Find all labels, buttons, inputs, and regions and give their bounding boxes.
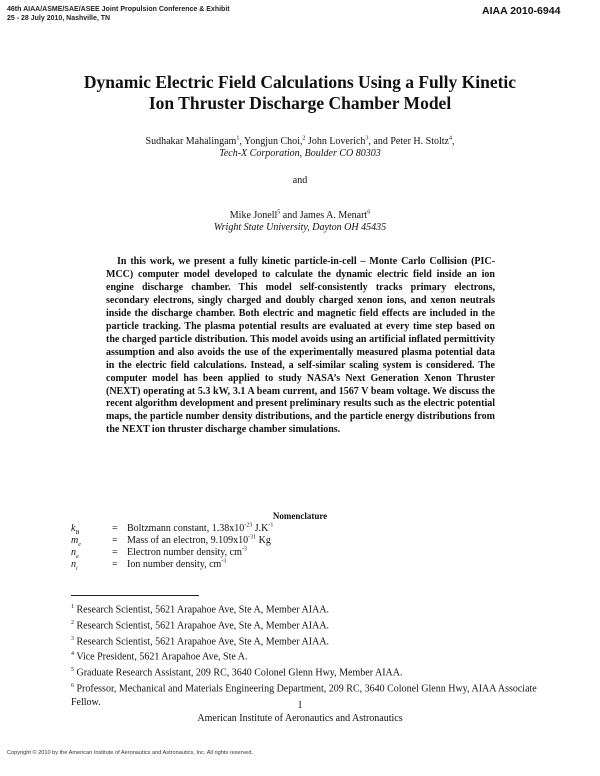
copyright-notice: Copyright © 2010 by the American Institute of Aeronautics and Astronautics, Inc. All rights reserved. <box>7 750 254 756</box>
footnote-mark: 5 <box>71 667 74 674</box>
nomenclature-symbol: $n_e$ <box>71 547 79 560</box>
author-name: Mike Jonell <box>229 210 278 221</box>
author-footnote-mark: 5 <box>277 209 281 216</box>
paper-title <box>0 72 600 114</box>
equals-sign: = <box>112 559 118 570</box>
author-footnote-mark: 3 <box>365 135 369 142</box>
nomenclature-definition: Mass of an electron, 9.109x10 <box>127 535 249 546</box>
equals-sign: = <box>112 535 118 546</box>
footnote-mark: 4 <box>71 651 74 658</box>
conference-header <box>7 5 230 23</box>
footnotes <box>71 601 541 709</box>
nomenclature-unit: Kg <box>256 535 271 546</box>
title-line-1: Dynamic Electric Field Calculations Using a Fully Kinetic <box>83 72 517 92</box>
unit-exponent: -1 <box>268 522 274 529</box>
footnote-text: Vice President, 5621 Arapahoe Ave, Ste A. <box>76 651 248 663</box>
footnote-mark: 3 <box>71 635 74 642</box>
nomenclature-definition: Boltzmann constant, 1.38x10 <box>127 523 245 534</box>
footnote-text: Research Scientist, 5621 Arapahoe Ave, Ste A, Member AIAA. <box>76 604 330 616</box>
exponent: -23 <box>244 522 253 529</box>
author-footnote-mark: 6 <box>367 209 371 216</box>
equals-sign: = <box>112 547 118 558</box>
exponent: -3 <box>241 546 247 553</box>
equals-sign: = <box>112 523 118 534</box>
author-name: Yongjun Choi, <box>243 136 303 147</box>
footnote-mark: 2 <box>71 619 74 626</box>
nomenclature-definition: Electron number density, cm <box>127 547 242 558</box>
nomenclature-unit: J.K <box>252 523 269 534</box>
conference-line-2: 25 - 28 July 2010, Nashville, TN <box>7 15 111 22</box>
footnote-text: Graduate Research Assistant, 209 RC, 3640 Colonel Glenn Hwy, Member AIAA. <box>76 667 403 679</box>
nomenclature-row <box>71 559 226 575</box>
footnote-text: Research Scientist, 5621 Arapahoe Ave, Ste A, Member AIAA. <box>76 620 330 632</box>
exponent: -31 <box>248 534 257 541</box>
author-footnote-mark: 4 <box>448 135 452 142</box>
footnote-text: Research Scientist, 5621 Arapahoe Ave, Ste A, Member AIAA. <box>76 635 330 647</box>
affiliation-wright-state: Wright State University, Dayton OH 45435 <box>213 222 387 233</box>
author-name: and Peter H. Stoltz <box>373 136 449 147</box>
author-footnote-mark: 1 <box>236 135 240 142</box>
nomenclature-definition: Ion number density, cm <box>127 559 222 570</box>
footnote-item <box>71 633 541 649</box>
affiliation-techx: Tech-X Corporation, Boulder CO 80303 <box>219 148 381 159</box>
exponent: -3 <box>221 558 227 565</box>
footnote-mark: 1 <box>71 604 74 610</box>
and-separator: and <box>292 175 308 186</box>
nomenclature-heading: Nomenclature <box>272 511 328 521</box>
author-footnote-mark: 2 <box>302 135 306 142</box>
footnote-item <box>71 648 541 664</box>
title-line-2: Ion Thruster Discharge Chamber Model <box>148 93 452 113</box>
conference-line-1: 46th AIAA/ASME/SAE/ASEE Joint Propulsion Conference & Exhibit <box>7 6 230 13</box>
footnote-divider <box>71 595 199 596</box>
author-name: and James A. Menart <box>282 210 368 221</box>
footnote-mark: 6 <box>71 683 74 690</box>
nomenclature-symbol: $m_e$ <box>71 535 81 548</box>
publisher-line: American Institute of Aeronautics and Astronautics <box>197 713 403 724</box>
page-number: 1 <box>297 700 303 711</box>
footnote-text: Professor, Mechanical and Materials Engineering Department, 209 RC, 3640 Colonel Glenn Hwy, AIAA Associate Fellow. <box>71 683 537 708</box>
footnote-item <box>71 617 541 633</box>
footnote-item <box>71 664 541 680</box>
abstract: In this work, we present a fully kinetic particle-in-cell – Monte Carlo Collision (PIC-MCC) computer model developed to calculate the dynamic electric field inside an ion engine discharge chamber. This model self-consistently tracks primary electrons, secondary electrons, singly charged and doubly charged xenon ions, and xenon neutrals inside the discharge chamber. Both electric and magnetic field effects are included in the particle tracking. The plasma potential results are evaluated at every time step based on the charged particle distribution. This model avoids using an artificial inflated permittivity assumption and also avoids the use of the experimentally measured plasma potential data in the electric field calculations. Instead, a self-similar scaling system is considered. The computer model has been applied to study NASA’s Next Generation Xenon Thruster (NEXT) operating at 5.3 kW, 3.1 A beam current, and 1567 V beam voltage. We discuss the recent algorithm development and present preliminary results such as the electric potential maps, the particle number density distributions, and the particle energy distributions from the NEXT ion thruster discharge chamber simulations. <box>106 256 495 436</box>
nomenclature-symbol: $n_i$ <box>71 559 78 572</box>
footnote-item <box>71 601 541 617</box>
nomenclature-symbol: $k_B$ <box>71 523 80 536</box>
author-name: Sudhakar Mahalingam <box>145 136 237 147</box>
paper-number: AIAA 2010-6944 <box>482 5 561 17</box>
author-name: John Loverich <box>307 136 366 147</box>
authors-line-1: Sudhakar Mahalingam$^1$, Yongjun Choi,$^2$ John Loverich$^3$, and Peter H. Stoltz$^4$, <box>145 135 455 147</box>
